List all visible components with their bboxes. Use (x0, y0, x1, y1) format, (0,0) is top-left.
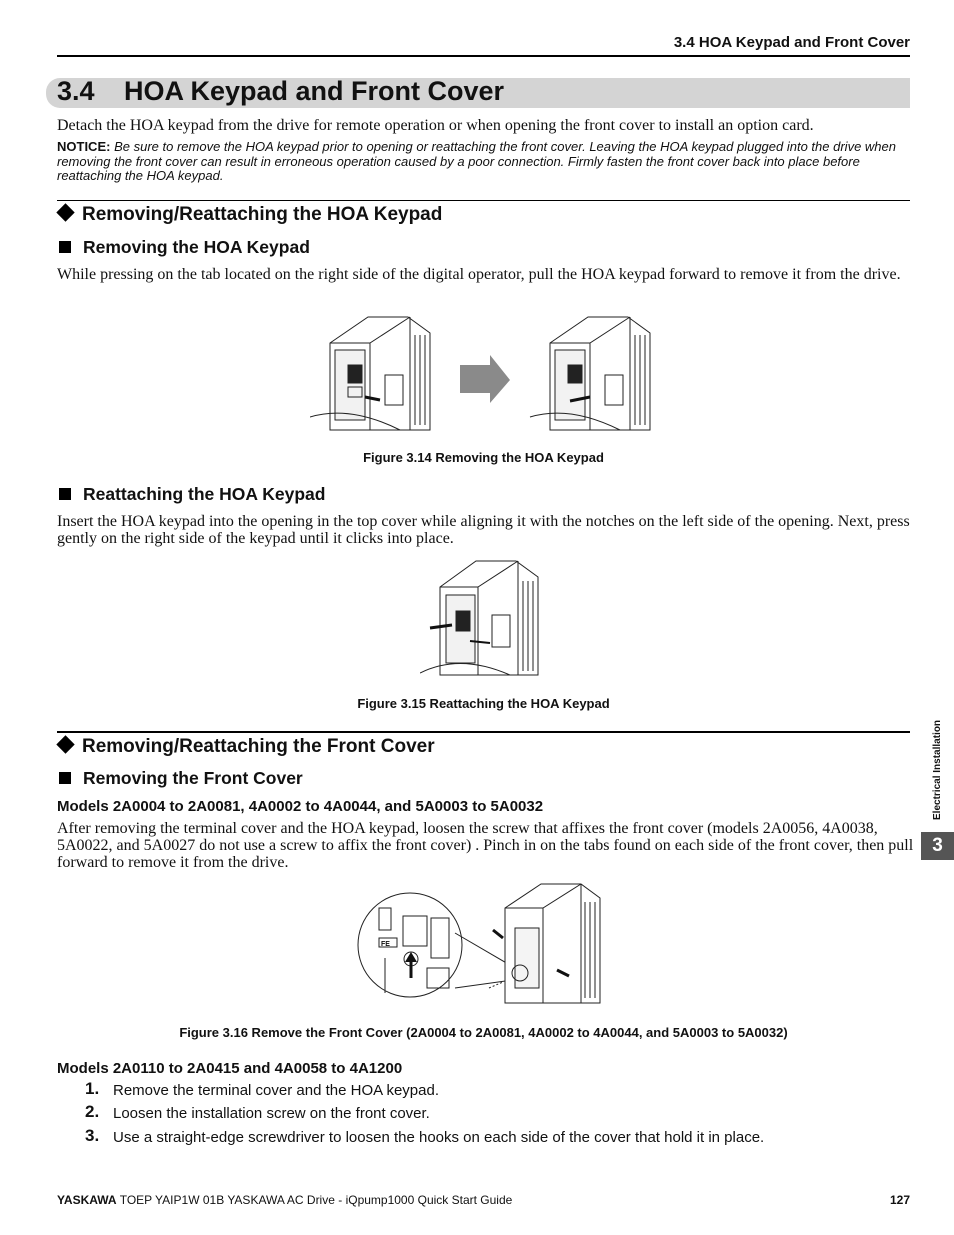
footer-brand: YASKAWA (57, 1193, 117, 1207)
models-heading-a: Models 2A0004 to 2A0081, 4A0002 to 4A0044, and 5A0003 to 5A0032 (57, 798, 544, 815)
notice-label: NOTICE: (57, 139, 111, 154)
step-text: Remove the terminal cover and the HOA keypad. (113, 1082, 440, 1099)
notice-block (57, 140, 910, 184)
intro-paragraph: Detach the HOA keypad from the drive for remote operation or when opening the front cover to install an option card. (57, 117, 814, 134)
footer-doc-title: TOEP YAIP1W 01B YASKAWA AC Drive - iQpump1000 Quick Start Guide (119, 1193, 513, 1207)
notice-text: Be sure to remove the HOA keypad prior to opening or reattaching the front cover. Leaving the HOA keypad plugged into the drive when removing the front cover can result in erroneous operation caused by a poor connection. Firmly fasten the front cover back into place before reattaching the HOA keypad. (57, 139, 896, 183)
square-bullet-icon (59, 488, 71, 500)
heading-reattaching-keypad (57, 484, 325, 505)
heading-text: Removing the HOA Keypad (83, 237, 310, 257)
heading-removing-front-cover (57, 768, 303, 789)
figure-removing-keypad (310, 305, 670, 435)
reattaching-keypad-paragraph: Insert the HOA keypad into the opening in the top cover while aligning it with the notches on the left side of the opening. Next, press gently on the right side of the keypad until it clicks into place. (57, 513, 910, 547)
figure-remove-front-cover (355, 878, 610, 1008)
heading-text: Removing the Front Cover (83, 768, 303, 788)
drive-illustration-left (310, 317, 430, 430)
square-bullet-icon (59, 241, 71, 253)
step-text: Use a straight-edge screwdriver to loosen the hooks on each side of the cover that hold it in place. (113, 1129, 765, 1146)
step-number: 3. (85, 1126, 100, 1145)
subsection-title: Removing/Reattaching the Front Cover (82, 736, 435, 757)
subsection-heading-front-cover (57, 736, 435, 758)
models-heading-b: Models 2A0110 to 2A0415 and 4A0058 to 4A1200 (57, 1060, 403, 1077)
figure-reattaching-keypad (420, 553, 550, 678)
page-number: 127 (889, 1193, 910, 1207)
drive-illustration-right (530, 317, 650, 430)
step-number: 2. (85, 1102, 100, 1121)
side-tab-label: Electrical Installation (932, 719, 943, 820)
figure-caption-3-14: Figure 3.14 Removing the HOA Keypad (363, 450, 604, 465)
section-title: HOA Keypad and Front Cover (124, 76, 505, 106)
step-number: 1. (85, 1079, 100, 1098)
step-text: Loosen the installation screw on the front cover. (113, 1105, 430, 1122)
removing-keypad-paragraph: While pressing on the tab located on the right side of the digital operator, pull the HOA keypad forward to remove it from the drive. (57, 266, 901, 283)
footer-doc-info (57, 1193, 512, 1207)
figure-caption-3-15: Figure 3.15 Reattaching the HOA Keypad (357, 696, 610, 711)
diamond-bullet-icon (56, 203, 74, 221)
chapter-tab: 3 (921, 832, 954, 860)
divider (57, 731, 910, 733)
removing-front-cover-paragraph: After removing the terminal cover and the HOA keypad, loosen the screw that affixes the front cover (models 2A0056, 4A0038, 5A0022, and 5A0027 do not use a screw to affix the front cover) . Pinch in on the tabs found on each side of the front cover, then pull forward to remove it from the drive. (57, 820, 914, 871)
square-bullet-icon (59, 772, 71, 784)
diamond-bullet-icon (56, 735, 74, 753)
arrow-right-icon (460, 355, 510, 403)
heading-removing-keypad (57, 237, 310, 258)
detail-magnifier-circle (358, 893, 462, 997)
subsection-title: Removing/Reattaching the HOA Keypad (82, 204, 443, 225)
subsection-heading-keypad (57, 204, 442, 226)
section-number: 3.4 (57, 76, 95, 106)
top-rule (57, 55, 910, 57)
heading-text: Reattaching the HOA Keypad (83, 484, 326, 504)
running-head: 3.4 HOA Keypad and Front Cover (673, 34, 910, 51)
fe-label: FE (381, 941, 390, 948)
divider (57, 200, 910, 201)
figure-caption-3-16: Figure 3.16 Remove the Front Cover (2A0004 to 2A0081, 4A0002 to 4A0044, and 5A0003 to 5A0032) (179, 1025, 788, 1040)
